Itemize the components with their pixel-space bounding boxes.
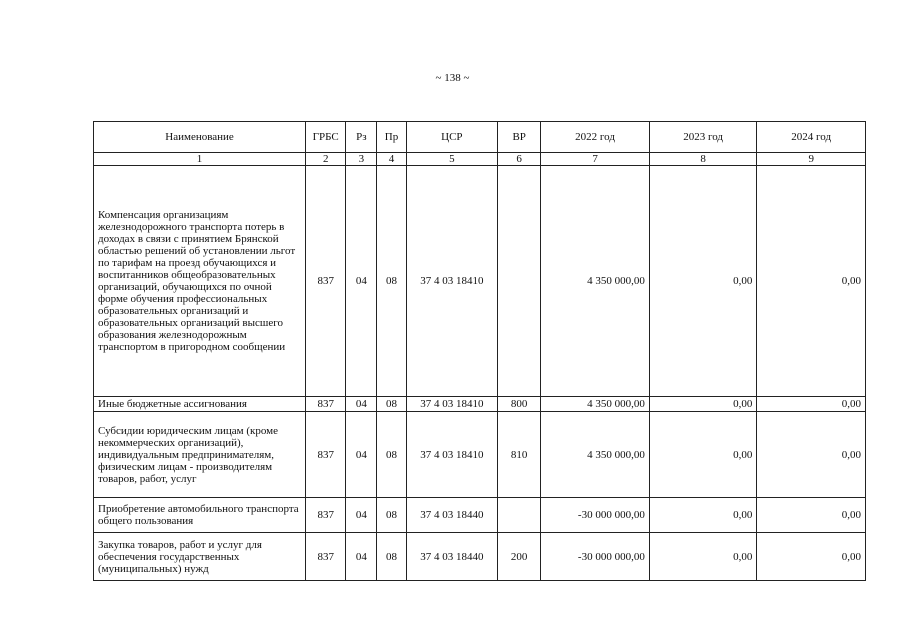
row-name: Приобретение автомобильного транспорта общего пользования xyxy=(94,498,306,533)
row-2023: 0,00 xyxy=(649,166,757,397)
row-grbs: 837 xyxy=(306,533,346,581)
row-rz: 04 xyxy=(346,533,377,581)
row-vr xyxy=(498,166,541,397)
row-pr: 08 xyxy=(377,498,406,533)
row-grbs: 837 xyxy=(306,498,346,533)
row-pr: 08 xyxy=(377,397,406,412)
row-name: Иные бюджетные ассигнования xyxy=(94,397,306,412)
row-grbs: 837 xyxy=(306,397,346,412)
row-csr: 37 4 03 18440 xyxy=(406,533,497,581)
header-pr: Пр xyxy=(377,122,406,153)
row-2022: 4 350 000,00 xyxy=(541,397,650,412)
header-2022: 2022 год xyxy=(541,122,650,153)
table-row xyxy=(94,166,866,397)
column-number: 7 xyxy=(541,153,650,166)
row-pr: 08 xyxy=(377,166,406,397)
column-number: 2 xyxy=(306,153,346,166)
header-row xyxy=(94,122,866,153)
row-vr xyxy=(498,498,541,533)
table-row xyxy=(94,412,866,498)
row-csr: 37 4 03 18410 xyxy=(406,397,497,412)
row-csr: 37 4 03 18440 xyxy=(406,498,497,533)
row-2023: 0,00 xyxy=(649,498,757,533)
column-number: 4 xyxy=(377,153,406,166)
row-rz: 04 xyxy=(346,166,377,397)
row-2022: 4 350 000,00 xyxy=(541,412,650,498)
row-2022: 4 350 000,00 xyxy=(541,166,650,397)
row-name: Закупка товаров, работ и услуг для обеспечения государственных (муниципальных) нужд xyxy=(94,533,306,581)
header-rz: Рз xyxy=(346,122,377,153)
row-2022: -30 000 000,00 xyxy=(541,498,650,533)
row-2024: 0,00 xyxy=(757,412,866,498)
page-number: ~ 138 ~ xyxy=(435,72,470,84)
column-number: 9 xyxy=(757,153,866,166)
row-pr: 08 xyxy=(377,412,406,498)
row-rz: 04 xyxy=(346,498,377,533)
header-name: Наименование xyxy=(94,122,306,153)
row-2023: 0,00 xyxy=(649,533,757,581)
budget-table xyxy=(93,121,866,581)
row-csr: 37 4 03 18410 xyxy=(406,412,497,498)
header-2023: 2023 год xyxy=(649,122,757,153)
header-2024: 2024 год xyxy=(757,122,866,153)
column-number: 1 xyxy=(94,153,306,166)
row-2023: 0,00 xyxy=(649,397,757,412)
header-csr: ЦСР xyxy=(406,122,497,153)
row-vr: 200 xyxy=(498,533,541,581)
header-vr: ВР xyxy=(498,122,541,153)
column-number: 3 xyxy=(346,153,377,166)
row-rz: 04 xyxy=(346,412,377,498)
row-2023: 0,00 xyxy=(649,412,757,498)
row-vr: 800 xyxy=(498,397,541,412)
row-name: Субсидии юридическим лицам (кроме некоммерческих организаций), индивидуальным предпринимателям, физическим лицам - производителям товаров, работ, услуг xyxy=(94,412,306,498)
row-2024: 0,00 xyxy=(757,498,866,533)
row-name: Компенсация организациям железнодорожного транспорта потерь в доходах в связи с принятием Брянской областью решений об установлении льгот по тарифам на проезд обучающихся и воспитанников общеобразовательных организаций, обучающихся по очной форме обучения профессиональных образовательных организаций и образовательных организаций высшего образования железнодорожным транспортом в пригородном сообщении xyxy=(94,166,306,397)
table-row xyxy=(94,397,866,412)
row-rz: 04 xyxy=(346,397,377,412)
table-row xyxy=(94,533,866,581)
row-2024: 0,00 xyxy=(757,397,866,412)
column-number: 5 xyxy=(406,153,497,166)
column-number: 8 xyxy=(649,153,757,166)
column-number: 6 xyxy=(498,153,541,166)
row-vr: 810 xyxy=(498,412,541,498)
row-grbs: 837 xyxy=(306,166,346,397)
row-2024: 0,00 xyxy=(757,166,866,397)
row-grbs: 837 xyxy=(306,412,346,498)
row-pr: 08 xyxy=(377,533,406,581)
row-csr: 37 4 03 18410 xyxy=(406,166,497,397)
column-number-row xyxy=(94,153,866,166)
row-2024: 0,00 xyxy=(757,533,866,581)
header-grbs: ГРБС xyxy=(306,122,346,153)
table-row xyxy=(94,498,866,533)
row-2022: -30 000 000,00 xyxy=(541,533,650,581)
